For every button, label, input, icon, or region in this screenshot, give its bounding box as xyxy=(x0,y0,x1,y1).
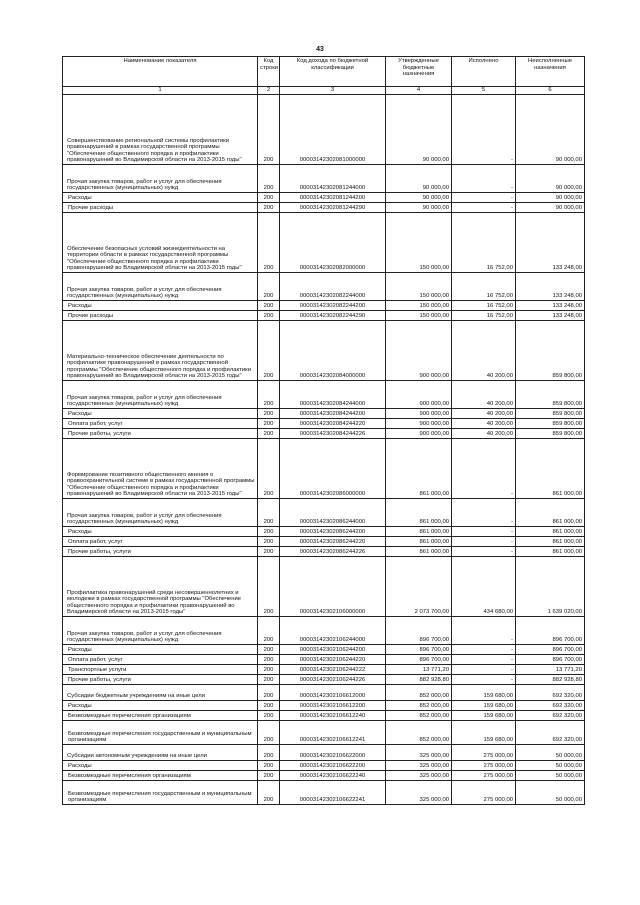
unexecuted-cell: 692 320,00 xyxy=(516,721,585,745)
unexecuted-cell: 896 700,00 xyxy=(516,617,585,645)
name-cell: Расходы xyxy=(63,301,258,311)
row-code-cell: 200 xyxy=(258,273,280,301)
table-row xyxy=(63,655,585,665)
row-code-cell: 200 xyxy=(258,771,280,781)
row-code-cell: 200 xyxy=(258,321,280,381)
table-row xyxy=(63,419,585,429)
row-code-cell: 200 xyxy=(258,557,280,617)
table-row xyxy=(63,617,585,645)
page-bottom-margin xyxy=(0,842,640,905)
table-row xyxy=(63,95,585,165)
income-code-cell: 00003142302084244226 xyxy=(280,429,386,439)
income-code-cell: 00003142302081244290 xyxy=(280,203,386,213)
row-code-cell: 200 xyxy=(258,193,280,203)
approved-cell: 150 000,00 xyxy=(386,311,452,321)
column-number: 3 xyxy=(280,87,386,95)
row-code-cell: 200 xyxy=(258,547,280,557)
row-code-cell: 200 xyxy=(258,645,280,655)
unexecuted-cell: 861 000,00 xyxy=(516,499,585,527)
approved-cell: 900 000,00 xyxy=(386,429,452,439)
column-number: 1 xyxy=(63,87,258,95)
unexecuted-cell: 861 000,00 xyxy=(516,537,585,547)
row-code-cell: 200 xyxy=(258,165,280,193)
unexecuted-cell: 133 248,00 xyxy=(516,213,585,273)
income-code-cell: 00003142302086244000 xyxy=(280,499,386,527)
table-row xyxy=(63,745,585,761)
name-cell: Расходы xyxy=(63,701,258,711)
table-row xyxy=(63,711,585,721)
approved-cell: 896 700,00 xyxy=(386,617,452,645)
name-cell: Прочая закупка товаров, работ и услуг для обеспечения государственных (муниципальных) нужд xyxy=(63,617,258,645)
name-cell: Расходы xyxy=(63,527,258,537)
name-cell: Расходы xyxy=(63,409,258,419)
executed-cell: - xyxy=(452,499,516,527)
name-cell: Безвозмездные перечисления организациям xyxy=(63,771,258,781)
row-code-cell: 200 xyxy=(258,409,280,419)
row-code-cell: 200 xyxy=(258,301,280,311)
income-code-cell: 00003142302084244000 xyxy=(280,381,386,409)
row-code-cell: 200 xyxy=(258,655,280,665)
row-code-cell: 200 xyxy=(258,95,280,165)
approved-cell: 861 000,00 xyxy=(386,499,452,527)
unexecuted-cell: 90 000,00 xyxy=(516,165,585,193)
approved-cell: 90 000,00 xyxy=(386,203,452,213)
row-code-cell: 200 xyxy=(258,745,280,761)
approved-cell: 861 000,00 xyxy=(386,527,452,537)
unexecuted-cell: 859 800,00 xyxy=(516,409,585,419)
executed-cell: - xyxy=(452,537,516,547)
row-code-cell: 200 xyxy=(258,761,280,771)
table-row xyxy=(63,381,585,409)
executed-cell: 40 200,00 xyxy=(452,419,516,429)
unexecuted-cell: 90 000,00 xyxy=(516,203,585,213)
header-executed: Исполнено xyxy=(452,57,516,87)
unexecuted-cell: 859 800,00 xyxy=(516,321,585,381)
name-cell: Оплата работ, услуг xyxy=(63,419,258,429)
income-code-cell: 00003142302084000000 xyxy=(280,321,386,381)
table-row xyxy=(63,213,585,273)
executed-cell: - xyxy=(452,617,516,645)
income-code-cell: 00003142302086244200 xyxy=(280,527,386,537)
row-code-cell: 200 xyxy=(258,439,280,499)
executed-cell: 434 680,00 xyxy=(452,557,516,617)
approved-cell: 861 000,00 xyxy=(386,537,452,547)
income-code-cell: 00003142302106612200 xyxy=(280,701,386,711)
executed-cell: - xyxy=(452,675,516,685)
row-code-cell: 200 xyxy=(258,781,280,805)
name-cell: Прочие работы, услуги xyxy=(63,547,258,557)
table-row xyxy=(63,527,585,537)
income-code-cell: 00003142302106244200 xyxy=(280,645,386,655)
approved-cell: 150 000,00 xyxy=(386,213,452,273)
table-row xyxy=(63,273,585,301)
income-code-cell: 00003142302081244200 xyxy=(280,193,386,203)
row-code-cell: 200 xyxy=(258,685,280,701)
income-code-cell: 00003142302081244000 xyxy=(280,165,386,193)
unexecuted-cell: 90 000,00 xyxy=(516,95,585,165)
name-cell: Прочие работы, услуги xyxy=(63,675,258,685)
unexecuted-cell: 90 000,00 xyxy=(516,193,585,203)
executed-cell: 16 752,00 xyxy=(452,301,516,311)
unexecuted-cell: 861 000,00 xyxy=(516,527,585,537)
table-row xyxy=(63,771,585,781)
income-code-cell: 00003142302082244200 xyxy=(280,301,386,311)
income-code-cell: 00003142302106622240 xyxy=(280,771,386,781)
approved-cell: 150 000,00 xyxy=(386,301,452,311)
column-number: 6 xyxy=(516,87,585,95)
name-cell: Обеспечение безопасных условий жизнедеятельности на территории области в рамках государственной программы "Обеспечение общественного порядка и профилактики правонарушений во Владимирской области на 2013-2015 годы" xyxy=(63,213,258,273)
unexecuted-cell: 896 700,00 xyxy=(516,645,585,655)
income-code-cell: 00003142302084244220 xyxy=(280,419,386,429)
row-code-cell: 200 xyxy=(258,213,280,273)
row-code-cell: 200 xyxy=(258,617,280,645)
income-code-cell: 00003142302106244000 xyxy=(280,617,386,645)
table-row xyxy=(63,165,585,193)
row-code-cell: 200 xyxy=(258,711,280,721)
approved-cell: 2 073 700,00 xyxy=(386,557,452,617)
income-code-cell: 00003142302106612241 xyxy=(280,721,386,745)
name-cell: Оплата работ, услуг xyxy=(63,655,258,665)
approved-cell: 861 000,00 xyxy=(386,439,452,499)
executed-cell: 40 200,00 xyxy=(452,409,516,419)
income-code-cell: 00003142302082000000 xyxy=(280,213,386,273)
executed-cell: - xyxy=(452,95,516,165)
income-code-cell: 00003142302106622241 xyxy=(280,781,386,805)
row-code-cell: 200 xyxy=(258,665,280,675)
header-income-code: Код дохода по бюджетной классификации xyxy=(280,57,386,87)
unexecuted-cell: 859 800,00 xyxy=(516,429,585,439)
name-cell: Профилактика правонарушений среди несовершеннолетних и молодежи в рамках государственной программы "Обеспечение общественного порядка и профилактики правонарушений во Владимирской области на 2013-2015 годы" xyxy=(63,557,258,617)
executed-cell: 275 000,00 xyxy=(452,761,516,771)
unexecuted-cell: 50 000,00 xyxy=(516,761,585,771)
row-code-cell: 200 xyxy=(258,311,280,321)
table-row xyxy=(63,537,585,547)
approved-cell: 896 700,00 xyxy=(386,645,452,655)
approved-cell: 861 000,00 xyxy=(386,547,452,557)
unexecuted-cell: 692 320,00 xyxy=(516,685,585,701)
name-cell: Безвозмездные перечисления государственным и муниципальным организациям xyxy=(63,721,258,745)
approved-cell: 325 000,00 xyxy=(386,745,452,761)
executed-cell: 16 752,00 xyxy=(452,311,516,321)
income-code-cell: 00003142302106622200 xyxy=(280,761,386,771)
unexecuted-cell: 861 000,00 xyxy=(516,439,585,499)
table-row xyxy=(63,685,585,701)
executed-cell: 40 200,00 xyxy=(452,429,516,439)
approved-cell: 882 928,80 xyxy=(386,675,452,685)
income-code-cell: 00003142302084244200 xyxy=(280,409,386,419)
executed-cell: - xyxy=(452,439,516,499)
name-cell: Материально-техническое обеспечение деятельности по профилактике правонарушений в рамках государственной программы "Обеспечение общественного порядка и профилактики правонарушений во Владимирской области на 2013-2015 годы" xyxy=(63,321,258,381)
column-number: 4 xyxy=(386,87,452,95)
income-code-cell: 00003142302086244220 xyxy=(280,537,386,547)
row-code-cell: 200 xyxy=(258,429,280,439)
name-cell: Прочие расходы xyxy=(63,203,258,213)
header-row xyxy=(63,57,585,87)
name-cell: Формирование позитивного общественного мнения о правоохранительной системе в рамках государственной программы "Обеспечение общественного порядка и профилактики правонарушений во Владимирской области на 2013-2015 годы" xyxy=(63,439,258,499)
name-cell: Субсидии автономным учреждениям на иные цели xyxy=(63,745,258,761)
approved-cell: 90 000,00 xyxy=(386,165,452,193)
executed-cell: 40 200,00 xyxy=(452,381,516,409)
income-code-cell: 00003142302106244222 xyxy=(280,665,386,675)
table-row xyxy=(63,321,585,381)
header-indicator-name: Наименование показателя xyxy=(63,57,258,87)
table-row xyxy=(63,557,585,617)
executed-cell: - xyxy=(452,527,516,537)
table-row xyxy=(63,429,585,439)
approved-cell: 852 000,00 xyxy=(386,711,452,721)
income-code-cell: 00003142302106612240 xyxy=(280,711,386,721)
table-row xyxy=(63,665,585,675)
row-code-cell: 200 xyxy=(258,419,280,429)
unexecuted-cell: 133 248,00 xyxy=(516,311,585,321)
executed-cell: - xyxy=(452,193,516,203)
table-row xyxy=(63,499,585,527)
table-row xyxy=(63,203,585,213)
name-cell: Совершенствование региональной системы профилактики правонарушений в рамках государственной программы "Обеспечение общественного порядка и профилактики правонарушений во Владимирской области на 2013-2015 годы" xyxy=(63,95,258,165)
executed-cell: 159 680,00 xyxy=(452,721,516,745)
approved-cell: 852 000,00 xyxy=(386,685,452,701)
approved-cell: 900 000,00 xyxy=(386,321,452,381)
income-code-cell: 00003142302082244000 xyxy=(280,273,386,301)
table-row xyxy=(63,439,585,499)
table-row xyxy=(63,701,585,711)
row-code-cell: 200 xyxy=(258,537,280,547)
approved-cell: 325 000,00 xyxy=(386,761,452,771)
row-code-cell: 200 xyxy=(258,527,280,537)
executed-cell: - xyxy=(452,203,516,213)
executed-cell: 159 680,00 xyxy=(452,701,516,711)
approved-cell: 900 000,00 xyxy=(386,381,452,409)
table-row xyxy=(63,645,585,655)
name-cell: Расходы xyxy=(63,193,258,203)
unexecuted-cell: 50 000,00 xyxy=(516,771,585,781)
column-number: 5 xyxy=(452,87,516,95)
unexecuted-cell: 133 248,00 xyxy=(516,273,585,301)
unexecuted-cell: 692 320,00 xyxy=(516,711,585,721)
unexecuted-cell: 133 248,00 xyxy=(516,301,585,311)
income-code-cell: 00003142302106622000 xyxy=(280,745,386,761)
page-number: 43 xyxy=(316,46,324,53)
executed-cell: 16 752,00 xyxy=(452,213,516,273)
unexecuted-cell: 692 320,00 xyxy=(516,701,585,711)
executed-cell: - xyxy=(452,547,516,557)
table-row xyxy=(63,761,585,771)
row-code-cell: 200 xyxy=(258,203,280,213)
column-number-row xyxy=(63,87,585,95)
approved-cell: 852 000,00 xyxy=(386,721,452,745)
executed-cell: - xyxy=(452,655,516,665)
income-code-cell: 00003142302086244226 xyxy=(280,547,386,557)
approved-cell: 852 000,00 xyxy=(386,701,452,711)
approved-cell: 900 000,00 xyxy=(386,419,452,429)
unexecuted-cell: 50 000,00 xyxy=(516,745,585,761)
name-cell: Прочие расходы xyxy=(63,311,258,321)
approved-cell: 325 000,00 xyxy=(386,771,452,781)
name-cell: Прочая закупка товаров, работ и услуг для обеспечения государственных (муниципальных) нужд xyxy=(63,273,258,301)
executed-cell: 159 680,00 xyxy=(452,711,516,721)
table-row xyxy=(63,311,585,321)
row-code-cell: 200 xyxy=(258,499,280,527)
name-cell: Транспортные услуги xyxy=(63,665,258,675)
income-code-cell: 00003142302106244226 xyxy=(280,675,386,685)
header-approved: Утвержденные бюджетные назначения xyxy=(386,57,452,87)
row-code-cell: 200 xyxy=(258,721,280,745)
name-cell: Субсидии бюджетным учреждениям на иные цели xyxy=(63,685,258,701)
name-cell: Прочая закупка товаров, работ и услуг для обеспечения государственных (муниципальных) нужд xyxy=(63,381,258,409)
executed-cell: - xyxy=(452,645,516,655)
table-row xyxy=(63,301,585,311)
executed-cell: 159 680,00 xyxy=(452,685,516,701)
row-code-cell: 200 xyxy=(258,701,280,711)
income-code-cell: 00003142302106612000 xyxy=(280,685,386,701)
table-row xyxy=(63,547,585,557)
name-cell: Безвозмездные перечисления государственным и муниципальным организациям xyxy=(63,781,258,805)
unexecuted-cell: 882 928,80 xyxy=(516,675,585,685)
name-cell: Расходы xyxy=(63,645,258,655)
table-row xyxy=(63,675,585,685)
unexecuted-cell: 896 700,00 xyxy=(516,655,585,665)
name-cell: Прочая закупка товаров, работ и услуг для обеспечения государственных (муниципальных) нужд xyxy=(63,165,258,193)
executed-cell: - xyxy=(452,165,516,193)
unexecuted-cell: 861 000,00 xyxy=(516,547,585,557)
executed-cell: 275 000,00 xyxy=(452,781,516,805)
approved-cell: 90 000,00 xyxy=(386,95,452,165)
name-cell: Оплата работ, услуг xyxy=(63,537,258,547)
approved-cell: 900 000,00 xyxy=(386,409,452,419)
name-cell: Прочие работы, услуги xyxy=(63,429,258,439)
approved-cell: 325 000,00 xyxy=(386,781,452,805)
executed-cell: 275 000,00 xyxy=(452,745,516,761)
table-row xyxy=(63,193,585,203)
table-row xyxy=(63,781,585,805)
income-code-cell: 00003142302106244220 xyxy=(280,655,386,665)
approved-cell: 896 700,00 xyxy=(386,655,452,665)
approved-cell: 90 000,00 xyxy=(386,193,452,203)
approved-cell: 150 000,00 xyxy=(386,273,452,301)
name-cell: Безвозмездные перечисления организациям xyxy=(63,711,258,721)
header-unexecuted: Неисполненные назначения xyxy=(516,57,585,87)
income-code-cell: 00003142302086000000 xyxy=(280,439,386,499)
unexecuted-cell: 859 800,00 xyxy=(516,381,585,409)
unexecuted-cell: 859 800,00 xyxy=(516,419,585,429)
table-row xyxy=(63,721,585,745)
row-code-cell: 200 xyxy=(258,675,280,685)
income-code-cell: 00003142302106000000 xyxy=(280,557,386,617)
approved-cell: 13 771,20 xyxy=(386,665,452,675)
unexecuted-cell: 50 000,00 xyxy=(516,781,585,805)
executed-cell: - xyxy=(452,665,516,675)
column-number: 2 xyxy=(258,87,280,95)
header-row-code: Код строки xyxy=(258,57,280,87)
executed-cell: 40 200,00 xyxy=(452,321,516,381)
executed-cell: 16 752,00 xyxy=(452,273,516,301)
table-row xyxy=(63,409,585,419)
executed-cell: 275 000,00 xyxy=(452,771,516,781)
income-code-cell: 00003142302082244290 xyxy=(280,311,386,321)
budget-execution-table xyxy=(62,56,585,805)
row-code-cell: 200 xyxy=(258,381,280,409)
name-cell: Прочая закупка товаров, работ и услуг для обеспечения государственных (муниципальных) нужд xyxy=(63,499,258,527)
unexecuted-cell: 1 639 020,00 xyxy=(516,557,585,617)
income-code-cell: 00003142302081000000 xyxy=(280,95,386,165)
name-cell: Расходы xyxy=(63,761,258,771)
unexecuted-cell: 13 771,20 xyxy=(516,665,585,675)
